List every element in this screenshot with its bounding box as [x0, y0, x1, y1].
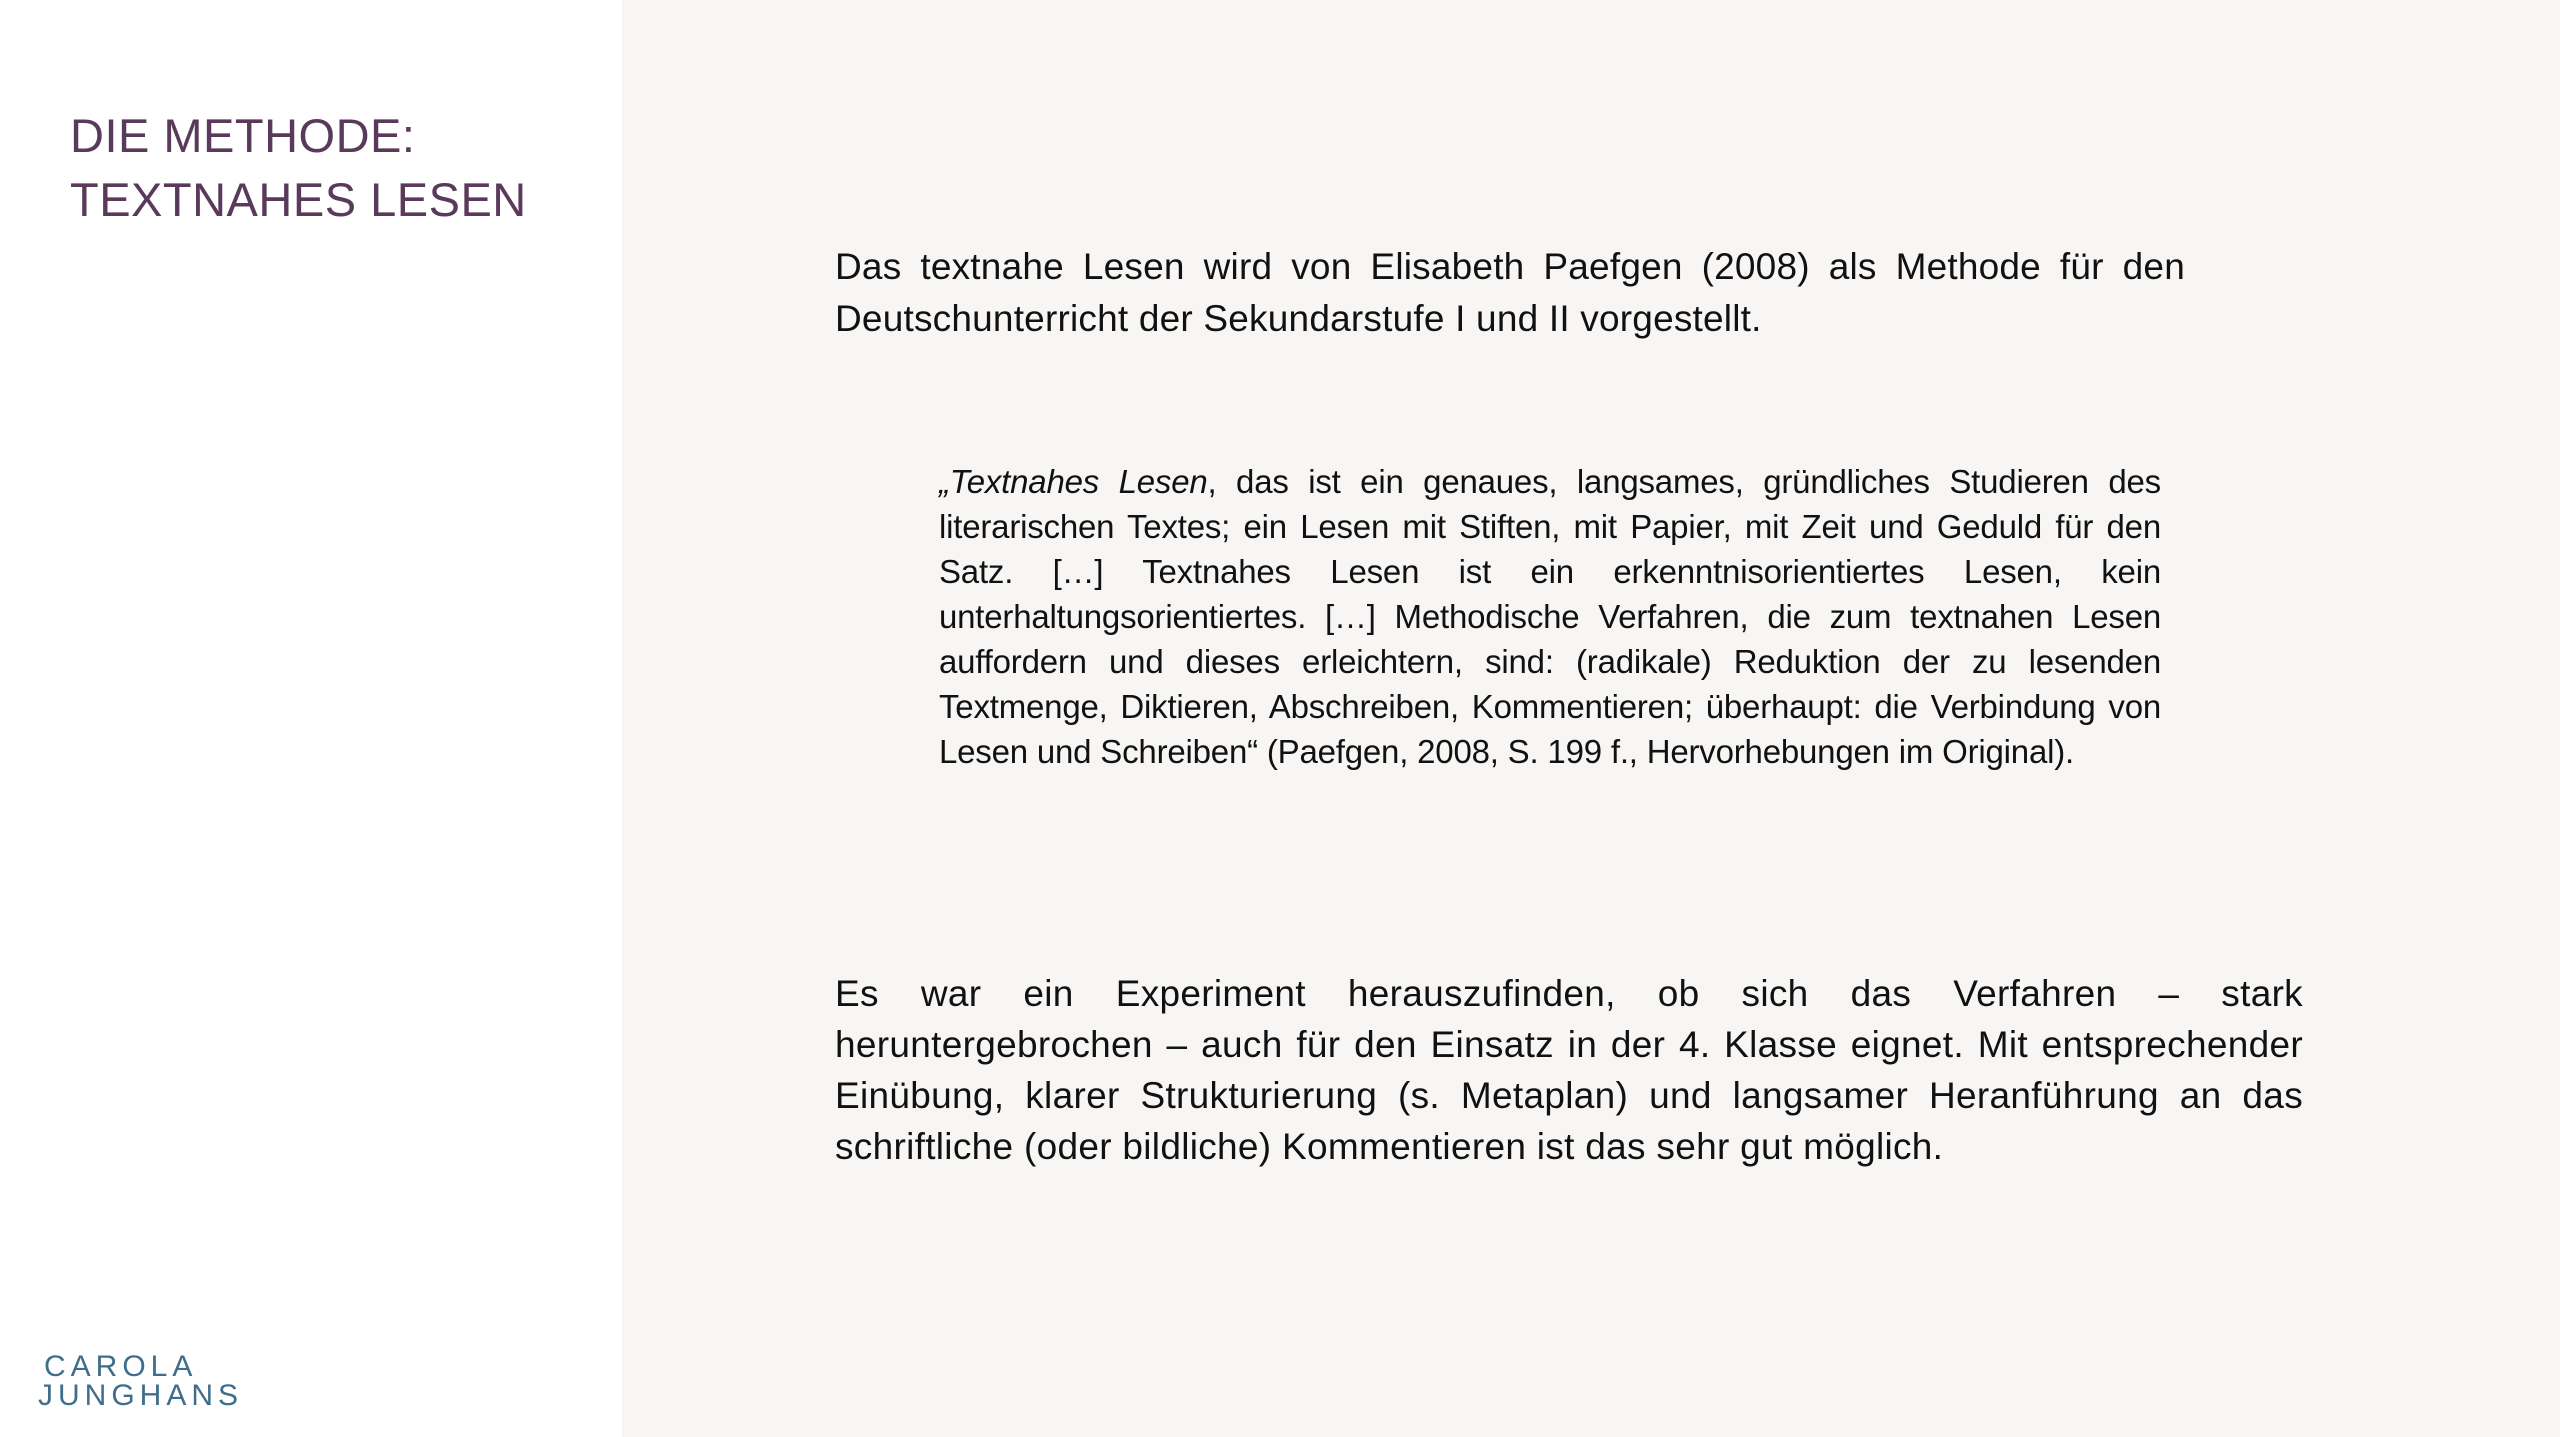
conclusion-paragraph: Es war ein Experiment herauszufinden, ob sich das Verfahren – stark heruntergebrochen – auch für den Einsatz in der 4. Klasse eignet. Mit entsprechender Einübung, klarer Strukturierung (s. Metaplan) und langsamer Heranführung an das schriftliche (oder bildliche) Kommentieren ist das sehr gut möglich. — [835, 973, 2303, 1167]
author-logo — [38, 1352, 243, 1410]
content-area — [622, 0, 2560, 1437]
intro-paragraph: Das textnahe Lesen wird von Elisabeth Paefgen (2008) als Methode für den Deutschunterricht der Sekundarstufe I und II vorgestellt. — [835, 246, 2185, 339]
slide-title-line-1: DIE METHODE: — [70, 109, 416, 162]
logo-first-name: CAROLA — [44, 1350, 198, 1383]
quote-block — [939, 459, 2161, 774]
slide-title — [70, 104, 590, 232]
quote-open-mark: „ — [939, 463, 950, 500]
slide-title-line-2: TEXTNAHES LESEN — [70, 173, 527, 226]
quote-emphasis: Textnahes Lesen — [949, 463, 1208, 500]
logo-last-name: JUNGHANS — [38, 1379, 244, 1412]
sidebar — [0, 0, 622, 1437]
quote-text: , das ist ein genaues, langsames, gründliches Studieren des literarischen Textes; ein Lesen mit Stiften, mit Papier, mit Zeit und Geduld für den Satz. […] Textnahes Lesen ist ein erkenntnisorientiertes Lesen, kein unterhaltungsorientiertes. […] Methodische Verfahren, die zum textnahen Lesen auffordern und dieses erleichtern, sind: (radikale) Reduktion der zu lesenden Textmenge, Diktieren, Abschreiben, Kommentieren; überhaupt: die Verbindung von Lesen und Schreiben“ (Paefgen, 2008, S. 199 f., Hervorhebungen im Original). — [939, 463, 2161, 770]
